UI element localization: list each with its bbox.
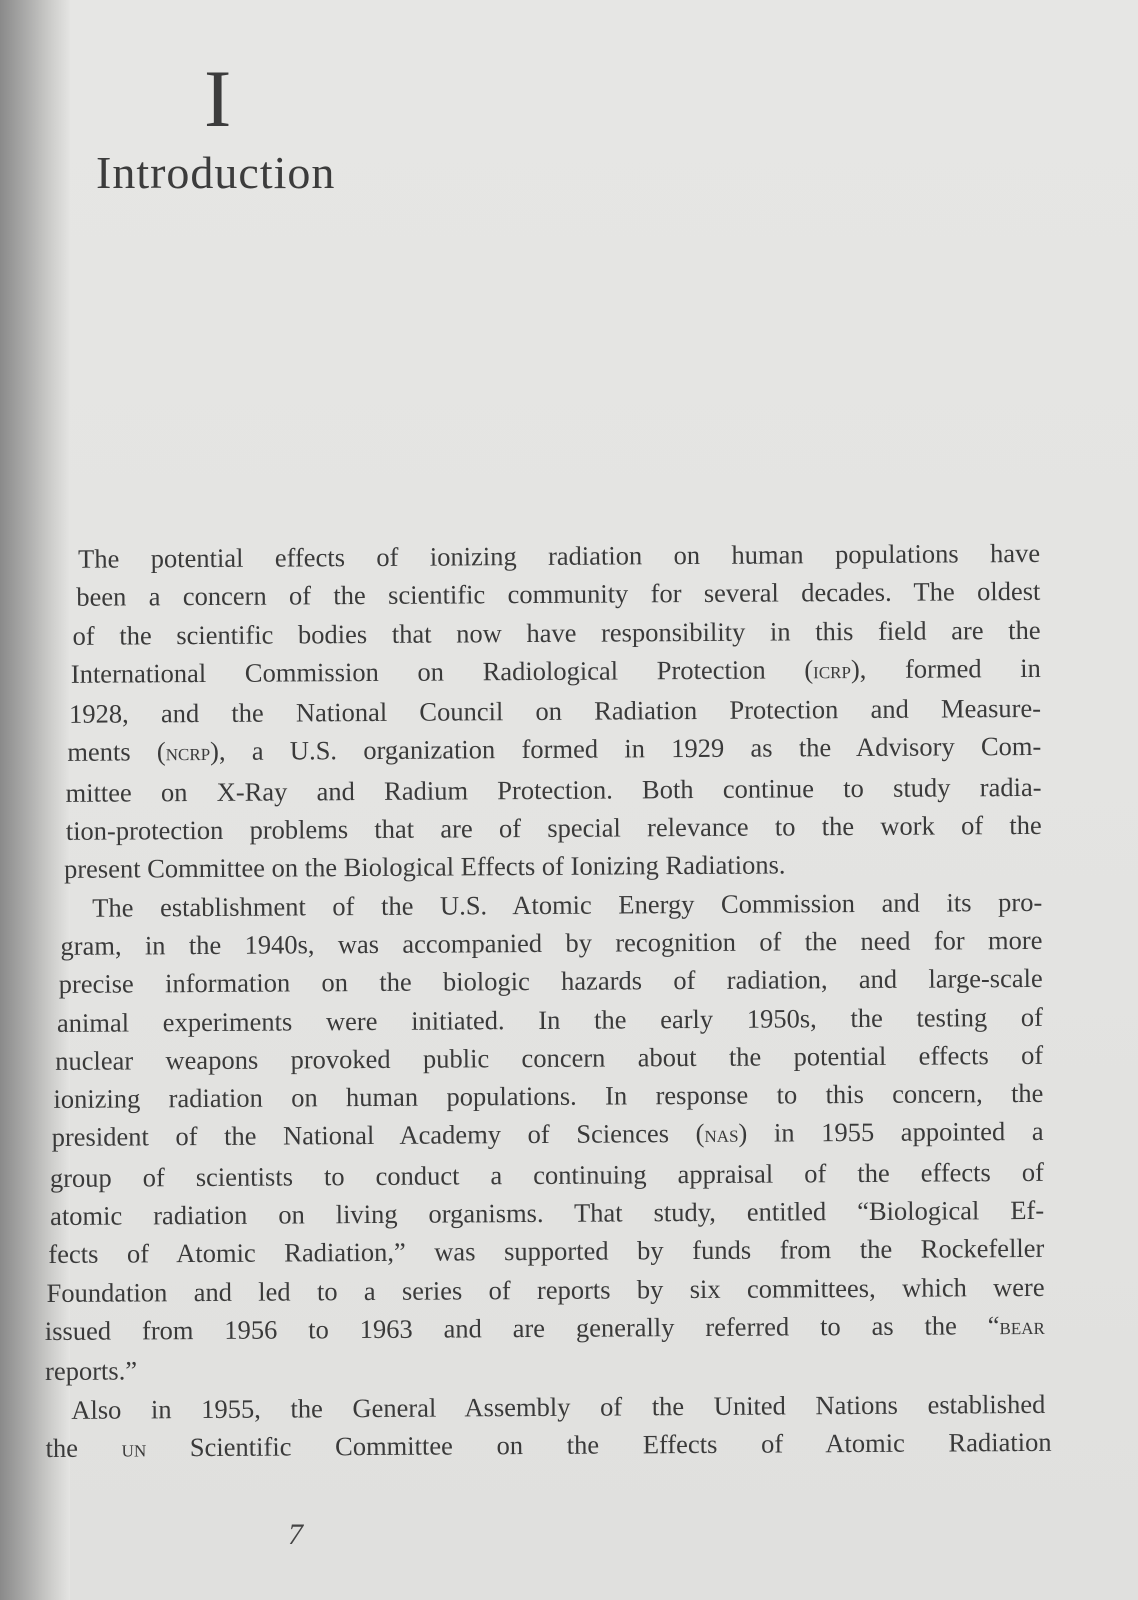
paragraph — [42, 883, 1045, 1391]
text-line: president of the National Academy of Sciences (nas) in 1955 appointed a — [51, 1116, 1044, 1153]
text-line: tion-protection problems that are of special relevance to the work of the — [65, 809, 1042, 846]
text-line: ments (ncrp), a U.S. organization formed in 1929 as the Advisory Com- — [67, 731, 1042, 768]
text-line: reports.” — [44, 1355, 138, 1387]
text-line: nuclear weapons provoked public concern about the potential effects of — [55, 1039, 1044, 1076]
chapter-number: I — [204, 53, 232, 144]
paragraph — [40, 534, 1042, 889]
text-line: atomic radiation on living organisms. That study, entitled “Biological Ef- — [50, 1194, 1045, 1231]
text-line: Foundation and led to a series of reports by six committees, which were — [46, 1271, 1045, 1308]
text-line: issued from 1956 to 1963 and are generally referred to as the “bear — [44, 1310, 1045, 1346]
text-line: ionizing radiation on human populations. In response to this concern, the — [53, 1078, 1044, 1115]
text-line: present Committee on the Biological Effects of Ionizing Radiations. — [63, 849, 786, 885]
text-line: The establishment of the U.S. Atomic Energy Commission and its pro- — [92, 886, 1043, 923]
text-line: animal experiments were initiated. In the early 1950s, the testing of — [56, 1001, 1044, 1038]
text-line: gram, in the 1940s, was accompanied by recognition of the need for more — [60, 924, 1043, 961]
text-line: Also in 1955, the General Assembly of the United Nations established — [71, 1388, 1046, 1425]
text-line: International Commission on Radiological Protection (icrp), formed in — [70, 652, 1041, 689]
body-text — [40, 534, 1052, 1469]
text-line: of the scientific bodies that now have responsibility in this field are the — [72, 614, 1041, 651]
text-line: The potential effects of ionizing radiation on human populations have — [78, 537, 1041, 574]
paragraph — [45, 1384, 1052, 1469]
text-line: precise information on the biologic hazards of radiation, and large-scale — [58, 963, 1043, 1000]
text-line: 1928, and the National Council on Radiation Protection and Measure- — [68, 693, 1042, 730]
chapter-title: Introduction — [96, 147, 336, 198]
text-line: been a concern of the scientific community for several decades. The oldest — [76, 576, 1041, 613]
text-line: group of scientists to conduct a continuing appraisal of the effects of — [49, 1156, 1044, 1193]
text-line: mittee on X-Ray and Radium Protection. Both continue to study radia- — [65, 771, 1042, 808]
text-line: fects of Atomic Radiation,” was supported by funds from the Rockefeller — [48, 1233, 1045, 1270]
text-line: the un Scientific Committee on the Effects of Atomic Radiation — [45, 1426, 1052, 1463]
page-number: 7 — [288, 1518, 303, 1551]
